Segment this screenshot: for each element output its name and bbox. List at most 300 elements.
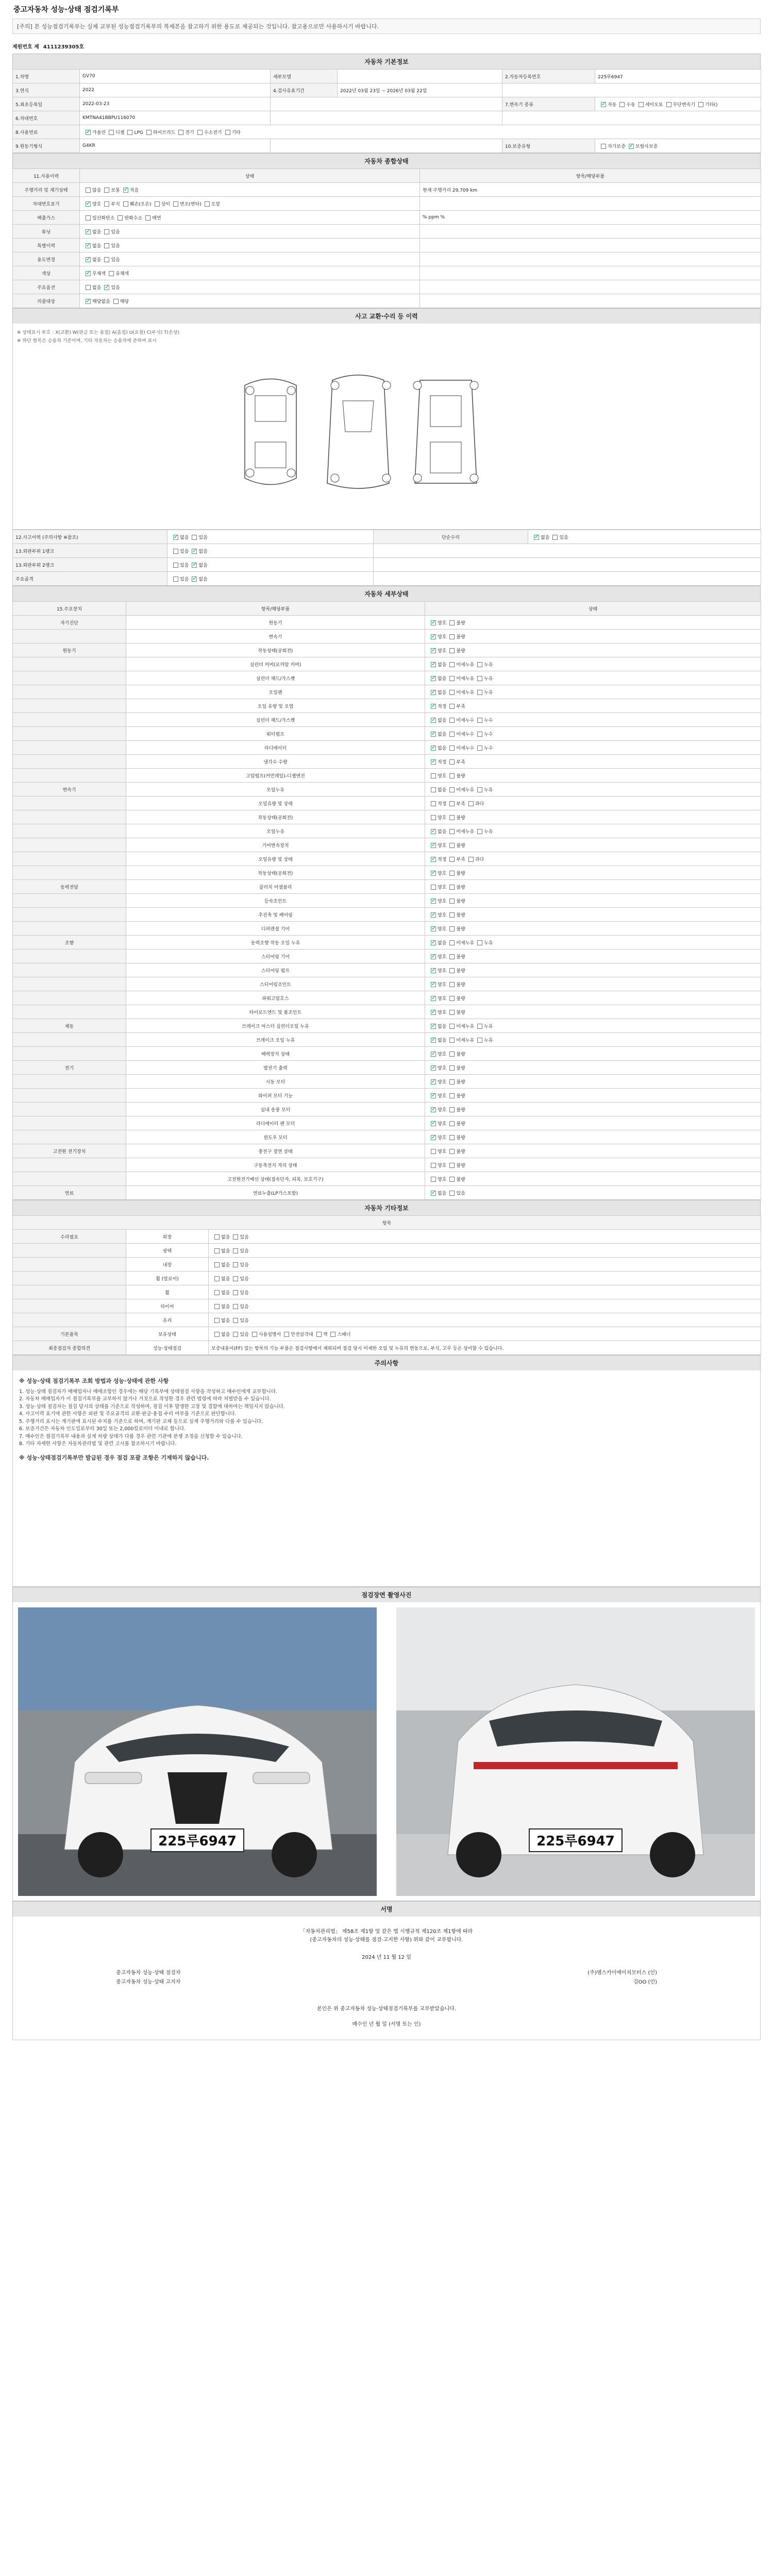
notice-banner: [주의] 본 성능점검기록부는 실제 교부된 성능점검기록부의 복제본을 참고하기 위한 용도로 제공되는 것입니다. 참고용으로만 사용하시기 바랍니다.: [12, 19, 761, 34]
checkbox[interactable]: [86, 130, 91, 135]
checkbox-label: 잭: [323, 1332, 328, 1337]
checkbox-label: 무단변속기: [673, 102, 696, 108]
cert-number-row: [12, 38, 761, 54]
checkbox[interactable]: [214, 1262, 220, 1267]
checkbox[interactable]: [477, 745, 482, 751]
checkbox-label: 누유: [484, 1038, 493, 1043]
detail-state: [425, 671, 761, 685]
checkbox[interactable]: [330, 1332, 335, 1337]
checkbox[interactable]: [104, 243, 109, 248]
detail-group: 전기: [13, 1061, 126, 1075]
checkbox[interactable]: [431, 885, 436, 890]
checkbox[interactable]: [86, 201, 91, 207]
checkbox[interactable]: [431, 732, 436, 737]
checkbox[interactable]: [449, 1121, 455, 1126]
checkbox[interactable]: [449, 1149, 455, 1154]
opinion-sub: 성능·상태점검: [126, 1341, 209, 1355]
checkbox[interactable]: [449, 968, 455, 973]
checkbox[interactable]: [86, 257, 91, 262]
checkbox[interactable]: [86, 215, 91, 221]
checkbox[interactable]: [431, 801, 436, 806]
signature-section: [12, 1901, 761, 2040]
checkbox[interactable]: [205, 201, 210, 207]
checkbox[interactable]: [449, 843, 455, 848]
checkbox-label: 스패너: [337, 1332, 351, 1337]
checkbox[interactable]: [192, 549, 197, 554]
checkbox[interactable]: [113, 299, 119, 304]
detail-state: [425, 852, 761, 866]
checkbox[interactable]: [449, 912, 455, 918]
checkbox-label: 기타(): [705, 102, 718, 108]
checkbox[interactable]: [449, 1163, 455, 1168]
checkbox[interactable]: [431, 718, 436, 723]
checkbox[interactable]: [468, 857, 474, 862]
checkbox[interactable]: [86, 271, 91, 276]
summary-section: [12, 153, 761, 308]
checkbox-label: 누수: [484, 718, 493, 723]
checkbox-label: 미세누유: [456, 829, 475, 835]
checkbox[interactable]: [145, 215, 150, 221]
checkbox-label: 없음: [92, 285, 102, 291]
detail-group: [13, 1089, 126, 1103]
checkbox[interactable]: [431, 1024, 436, 1029]
checkbox[interactable]: [109, 130, 114, 135]
checkbox[interactable]: [431, 662, 436, 667]
checkbox[interactable]: [449, 1093, 455, 1098]
detail-item: 스티어링 펌프: [126, 963, 425, 977]
checkbox[interactable]: [431, 1052, 436, 1057]
headlight: [253, 1772, 310, 1784]
checkbox[interactable]: [233, 1290, 238, 1295]
checkbox[interactable]: [449, 690, 455, 695]
detail-item: 브레이크 오일 누유: [126, 1033, 425, 1047]
checkbox[interactable]: [431, 1038, 436, 1043]
checkbox[interactable]: [431, 1010, 436, 1015]
detail-item: 실린더 헤드/가스켓: [126, 671, 425, 685]
checkbox-label: 불량: [456, 815, 465, 821]
basic-value: 2022: [80, 83, 271, 97]
checkbox[interactable]: [477, 690, 482, 695]
document-title: 중고자동차 성능·상태 점검기록부: [13, 6, 119, 14]
checkbox[interactable]: [449, 899, 455, 904]
checkbox[interactable]: [431, 1163, 436, 1168]
empty-cell: [374, 558, 761, 572]
summary-state: [80, 266, 420, 280]
checkbox[interactable]: [431, 857, 436, 862]
checkbox[interactable]: [104, 201, 109, 207]
checkbox-label: 적정: [438, 759, 447, 765]
checkbox-label: 있음: [180, 563, 189, 568]
checkbox[interactable]: [449, 662, 455, 667]
checkbox[interactable]: [431, 968, 436, 973]
detail-state: [425, 741, 761, 755]
checkbox-label: 양호: [438, 1121, 447, 1127]
detail-state: [425, 755, 761, 769]
checkbox[interactable]: [233, 1318, 238, 1323]
checkbox[interactable]: [449, 648, 455, 653]
empty-cell: [271, 97, 502, 111]
checkbox[interactable]: [431, 690, 436, 695]
detail-state: [425, 783, 761, 796]
detail-state: [425, 769, 761, 783]
checkbox[interactable]: [431, 871, 436, 876]
checkbox[interactable]: [449, 829, 455, 834]
checkbox[interactable]: [431, 982, 436, 987]
basic-label: 4.검사유효기간: [271, 83, 338, 97]
signature-right: 김OO (인): [633, 1979, 657, 1985]
checkbox-label: 없음: [221, 1262, 230, 1268]
detail-group: [13, 894, 126, 908]
checkbox[interactable]: [192, 563, 197, 568]
checkbox[interactable]: [431, 1065, 436, 1071]
checkbox-label: 양호: [438, 1163, 447, 1168]
checkbox[interactable]: [477, 940, 482, 945]
checkbox[interactable]: [449, 815, 455, 820]
checkbox[interactable]: [477, 718, 482, 723]
checkbox[interactable]: [197, 130, 203, 135]
legend-line: ※ 하단 항목은 승용차 기준이며, 기타 자동차는 승용차에 준하여 표시: [17, 338, 157, 344]
checkbox[interactable]: [431, 926, 436, 931]
checkbox[interactable]: [233, 1262, 238, 1267]
checkbox[interactable]: [173, 563, 178, 568]
checkbox[interactable]: [449, 1024, 455, 1029]
detail-group: [13, 1116, 126, 1130]
checkbox[interactable]: [666, 102, 671, 107]
accident-label: 13.외판부위 1랭크: [13, 544, 167, 558]
wheel-mark: [331, 381, 339, 389]
checkbox[interactable]: [431, 704, 436, 709]
checkbox[interactable]: [127, 130, 132, 135]
detail-state: [425, 936, 761, 950]
checkbox[interactable]: [449, 1010, 455, 1015]
checkbox[interactable]: [449, 773, 455, 778]
empty-cell: [374, 544, 761, 558]
other-item: 보유상태: [126, 1327, 209, 1341]
checkbox[interactable]: [192, 535, 197, 540]
detail-state: [425, 727, 761, 741]
checkbox[interactable]: [552, 535, 558, 540]
checkbox[interactable]: [104, 285, 109, 290]
checkbox-label: 가솔린: [92, 130, 106, 135]
checkbox[interactable]: [449, 759, 455, 765]
checkbox[interactable]: [449, 676, 455, 681]
caution-item: 2. 자동차 매매업자가 이 점검기록부를 교부하지 않거나 거짓으로 작성한 경우 관련 법령에 따라 처벌받을 수 있습니다.: [19, 1396, 271, 1402]
checkbox[interactable]: [233, 1332, 238, 1337]
detail-state: [425, 796, 761, 810]
checkbox-label: 없음: [92, 229, 102, 235]
checkbox[interactable]: [431, 1135, 436, 1140]
detail-item: 동력조향 작동 오일 누유: [126, 936, 425, 950]
checkbox[interactable]: [449, 940, 455, 945]
checkbox[interactable]: [431, 648, 436, 653]
checkbox[interactable]: [431, 1107, 436, 1112]
checkbox[interactable]: [534, 535, 539, 540]
checkbox[interactable]: [214, 1276, 220, 1281]
other-group: 수리필요: [13, 1230, 126, 1244]
checkbox-label: 상이: [161, 201, 170, 207]
checkbox-label: 수동: [626, 102, 635, 108]
checkbox[interactable]: [86, 285, 91, 290]
caution-footer: ※ 성능·상태점검기록부만 발급된 경우 점검 포괄 조항은 기재하지 않습니다.: [19, 1454, 209, 1461]
checkbox[interactable]: [431, 843, 436, 848]
checkbox[interactable]: [449, 718, 455, 723]
checkbox[interactable]: [214, 1290, 220, 1295]
checkbox[interactable]: [192, 577, 197, 582]
checkbox[interactable]: [449, 954, 455, 959]
checkbox[interactable]: [431, 1121, 436, 1126]
checkbox[interactable]: [214, 1318, 220, 1323]
checkbox[interactable]: [477, 662, 482, 667]
wheel-mark: [246, 386, 254, 395]
checkbox[interactable]: [431, 1149, 436, 1154]
car-part-outline: [343, 401, 374, 432]
checkbox[interactable]: [601, 144, 606, 149]
checkbox[interactable]: [86, 243, 91, 248]
checkbox[interactable]: [431, 620, 436, 625]
checkbox[interactable]: [638, 102, 644, 107]
detail-item: 변속기: [126, 630, 425, 643]
caution-item: 3. 성능·상태 점검자는 점검 당시의 상태를 기준으로 작성하며, 점검 이후 발생한 고장 및 결함에 대하여는 책임지지 않습니다.: [19, 1403, 285, 1410]
car-part-outline: [430, 442, 461, 473]
checkbox-label: 누유: [484, 690, 493, 696]
summary-label: 용도변경: [13, 252, 80, 266]
detail-state: [425, 1130, 761, 1144]
signature-line: 2024 년 11 월 12 일: [362, 1955, 411, 1960]
front-car-photo: [18, 1607, 377, 1896]
checkbox[interactable]: [316, 1332, 322, 1337]
checkbox[interactable]: [214, 1234, 220, 1240]
checkbox[interactable]: [449, 1038, 455, 1043]
accident-state: [167, 544, 374, 558]
checkbox[interactable]: [449, 745, 455, 751]
checkbox-label: 양호: [438, 1065, 447, 1071]
checkbox[interactable]: [173, 201, 178, 207]
checkbox[interactable]: [431, 787, 436, 792]
checkbox[interactable]: [109, 271, 114, 276]
accident-state: [528, 530, 761, 544]
checkbox[interactable]: [449, 620, 455, 625]
checkbox[interactable]: [214, 1304, 220, 1309]
checkbox[interactable]: [431, 899, 436, 904]
checkbox[interactable]: [449, 634, 455, 639]
checkbox[interactable]: [449, 732, 455, 737]
checkbox[interactable]: [449, 1177, 455, 1182]
detail-state: [425, 922, 761, 936]
detail-group: [13, 810, 126, 824]
checkbox-label: 불량: [456, 648, 465, 654]
checkbox[interactable]: [431, 815, 436, 820]
checkbox-label: 양호: [438, 1135, 447, 1141]
other-item: 내장: [126, 1258, 209, 1272]
checkbox[interactable]: [619, 102, 625, 107]
detail-item: 파워고압호스: [126, 991, 425, 1005]
checkbox[interactable]: [601, 102, 606, 107]
checkbox-label: 있음: [180, 549, 189, 554]
checkbox-label: 불량: [456, 773, 465, 779]
checkbox[interactable]: [449, 801, 455, 806]
checkbox[interactable]: [629, 144, 634, 149]
checkbox[interactable]: [449, 1079, 455, 1084]
checkbox[interactable]: [431, 745, 436, 751]
checkbox[interactable]: [104, 257, 109, 262]
detail-state: [425, 1019, 761, 1033]
checkbox-label: 일산화탄소: [92, 215, 115, 221]
checkbox-label: 불량: [456, 620, 465, 626]
checkbox[interactable]: [431, 1093, 436, 1098]
checkbox[interactable]: [477, 732, 482, 737]
checkbox[interactable]: [449, 871, 455, 876]
checkbox[interactable]: [104, 188, 109, 193]
checkbox[interactable]: [123, 201, 128, 207]
checkbox[interactable]: [449, 982, 455, 987]
detail-item: 작동상태(공회전): [126, 866, 425, 880]
detail-item: 작동상태(공회전): [126, 643, 425, 657]
checkbox[interactable]: [477, 1024, 482, 1029]
detail-state: [425, 880, 761, 894]
checkbox[interactable]: [431, 634, 436, 639]
summary-state: [80, 239, 420, 252]
checkbox[interactable]: [233, 1304, 238, 1309]
checkbox-label: 양호: [438, 1107, 447, 1113]
summary-state: [80, 183, 420, 197]
detail-item: 스티어링 기어: [126, 950, 425, 963]
checkbox[interactable]: [252, 1332, 257, 1337]
summary-label: 리콜대상: [13, 294, 80, 308]
checkbox-label: 있음: [111, 243, 120, 249]
checkbox[interactable]: [214, 1332, 220, 1337]
summary-header: 11.사용이력: [13, 169, 80, 183]
checkbox[interactable]: [449, 996, 455, 1001]
checkbox[interactable]: [449, 1191, 455, 1196]
checkbox-label: 누유: [484, 1024, 493, 1029]
checkbox[interactable]: [477, 787, 482, 792]
checkbox[interactable]: [104, 229, 109, 234]
checkbox[interactable]: [449, 1107, 455, 1112]
checkbox[interactable]: [233, 1276, 238, 1281]
checkbox-label: 불량: [456, 1079, 465, 1085]
checkbox[interactable]: [431, 676, 436, 681]
checkbox[interactable]: [284, 1332, 289, 1337]
checkbox[interactable]: [431, 1191, 436, 1196]
checkbox[interactable]: [468, 801, 474, 806]
basic-value: 225루6947: [595, 70, 761, 83]
checkbox[interactable]: [477, 1038, 482, 1043]
checkbox[interactable]: [233, 1234, 238, 1240]
basic-label: 6.차대번호: [13, 111, 80, 125]
checkbox[interactable]: [233, 1248, 238, 1253]
signature-right: (주)엠스카이에이치모터스 (인): [587, 1970, 657, 1976]
checkbox[interactable]: [477, 676, 482, 681]
checkbox[interactable]: [449, 704, 455, 709]
checkbox[interactable]: [431, 1079, 436, 1084]
signature-line: 매수인 년 월 일 (서명 또는 인): [352, 2022, 421, 2027]
checkbox[interactable]: [698, 102, 703, 107]
checkbox-label: 없음: [438, 1191, 447, 1196]
empty-cell: [502, 83, 761, 97]
checkbox[interactable]: [431, 940, 436, 945]
basic-value: 2022년 03월 23일 ~ 2026년 03월 22일: [338, 83, 502, 97]
checkbox[interactable]: [86, 299, 91, 304]
checkbox[interactable]: [155, 201, 160, 207]
checkbox-label: 있음: [240, 1276, 249, 1282]
checkbox-label: 있음: [198, 535, 208, 540]
other-state: [209, 1313, 761, 1327]
checkbox[interactable]: [449, 926, 455, 931]
detail-item: 라디에이터: [126, 741, 425, 755]
checkbox[interactable]: [431, 829, 436, 834]
checkbox[interactable]: [449, 857, 455, 862]
checkbox[interactable]: [449, 1065, 455, 1071]
empty-cell: [271, 111, 502, 125]
checkbox-label: 없음: [198, 577, 208, 582]
detail-group: 제동: [13, 1019, 126, 1033]
checkbox[interactable]: [214, 1248, 220, 1253]
checkbox[interactable]: [449, 1052, 455, 1057]
rear-car-photo: [396, 1607, 755, 1896]
checkbox[interactable]: [173, 577, 178, 582]
wheel-mark: [470, 381, 478, 389]
checkbox[interactable]: [225, 130, 230, 135]
summary-right: 현재 주행거리 29,709 km: [420, 183, 761, 197]
checkbox[interactable]: [449, 1135, 455, 1140]
other-info-section: [12, 1200, 761, 1355]
basic-section-title: 자동차 기본정보: [12, 54, 761, 69]
detail-item: 작동상태(공회전): [126, 810, 425, 824]
checkbox[interactable]: [449, 885, 455, 890]
detail-state: [425, 977, 761, 991]
checkbox-label: 적정: [438, 704, 447, 709]
checkbox-label: 양호: [438, 996, 447, 1002]
checkbox-label: 누수: [484, 745, 493, 751]
detail-item: 원동기: [126, 616, 425, 630]
signature-line: (중고자동차의 성능·상태를 점검·고지한 사항) 위와 같이 교부합니다.: [310, 1937, 463, 1943]
checkbox[interactable]: [178, 130, 183, 135]
detail-group: [13, 1033, 126, 1047]
checkbox[interactable]: [431, 996, 436, 1001]
checkbox[interactable]: [477, 829, 482, 834]
summary-label: 주행거리 및 계기상태: [13, 183, 80, 197]
empty-cell: [271, 139, 502, 153]
checkbox-label: 미세누유: [456, 787, 475, 793]
checkbox[interactable]: [431, 954, 436, 959]
checkbox[interactable]: [146, 130, 152, 135]
tire: [456, 1832, 501, 1877]
basic-value: KMTNA41BBPU116070: [80, 111, 271, 125]
checkbox[interactable]: [431, 773, 436, 778]
checkbox[interactable]: [86, 188, 91, 193]
checkbox-label: 양호: [438, 1052, 447, 1057]
detail-group: 고전원 전기장치: [13, 1144, 126, 1158]
summary-right: % ppm %: [420, 211, 761, 225]
detail-item: 오일누유: [126, 824, 425, 838]
signature-body: [12, 1917, 761, 2040]
checkbox[interactable]: [449, 787, 455, 792]
detail-item: 워터펌프: [126, 727, 425, 741]
checkbox[interactable]: [117, 215, 123, 221]
checkbox[interactable]: [123, 188, 128, 193]
checkbox[interactable]: [431, 912, 436, 918]
wheel-mark: [413, 381, 422, 389]
checkbox[interactable]: [431, 759, 436, 765]
checkbox[interactable]: [86, 229, 91, 234]
checkbox[interactable]: [431, 1177, 436, 1182]
checkbox-label: 불량: [456, 899, 465, 904]
checkbox-label: 불량: [456, 1149, 465, 1155]
checkbox[interactable]: [173, 535, 178, 540]
detail-item: 스티어링조인트: [126, 977, 425, 991]
checkbox[interactable]: [173, 549, 178, 554]
summary-right: [420, 280, 761, 294]
